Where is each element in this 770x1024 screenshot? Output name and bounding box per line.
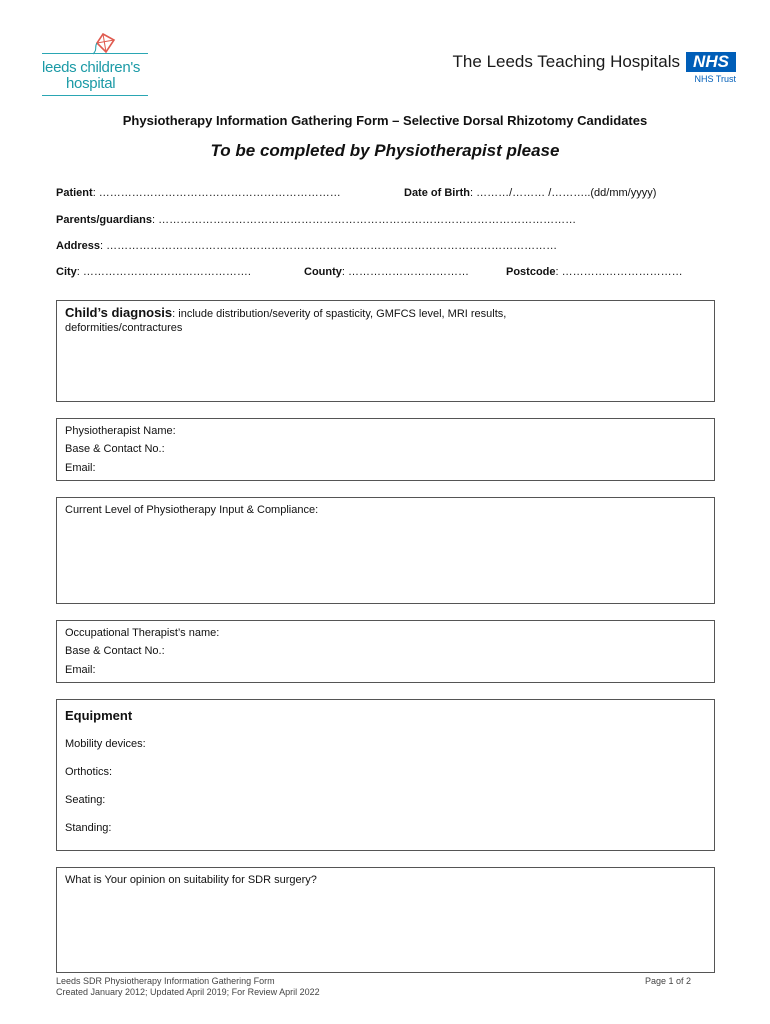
city-row[interactable]: [56, 266, 251, 278]
orthotics-label: Orthotics:: [65, 766, 113, 778]
physiotherapist-email-label: Email:: [65, 462, 96, 474]
equipment-box[interactable]: [56, 699, 715, 851]
county-label: County: [304, 266, 342, 278]
nhs-badge: NHS: [686, 52, 736, 72]
trust-subtitle: NHS Trust: [694, 74, 736, 84]
physiotherapy-input-label: Current Level of Physiotherapy Input & Compliance:: [65, 504, 319, 516]
physiotherapy-input-box[interactable]: [56, 497, 715, 604]
postcode-dots: : ……………………………: [555, 266, 683, 278]
ot-email-label: Email:: [65, 664, 96, 676]
address-row[interactable]: [56, 240, 557, 252]
physiotherapist-contact-box[interactable]: [56, 418, 715, 481]
form-subtitle: To be completed by Physiotherapist please: [210, 141, 560, 160]
patient-dots: : …………………………………………………………: [92, 187, 341, 199]
leeds-childrens-hospital-logo: [40, 33, 152, 99]
diagnosis-label: Child’s diagnosis: [65, 305, 173, 320]
parents-label: Parents/guardians: [56, 214, 152, 226]
address-label: Address: [56, 240, 101, 252]
occupational-therapist-contact-box[interactable]: [56, 620, 715, 683]
logo-divider-top: [42, 53, 148, 54]
logo-divider-bottom: [42, 95, 148, 96]
ot-base-label: Base & Contact No.:: [65, 645, 165, 657]
diagnosis-hint-1: : include distribution/severity of spasticity, GMFCS level, MRI results,: [172, 308, 507, 320]
postcode-label: Postcode: [506, 266, 556, 278]
parents-row[interactable]: [56, 214, 576, 226]
footer-line2: Created January 2012; Updated April 2019; For Review April 2022: [56, 987, 320, 997]
diagnosis-box[interactable]: [56, 300, 715, 402]
form-title: Physiotherapy Information Gathering Form – Selective Dorsal Rhizotomy Candidates: [122, 113, 648, 128]
postcode-row[interactable]: [506, 266, 683, 278]
kite-icon: [90, 33, 116, 55]
logo-text-line1: leeds children's: [42, 59, 141, 76]
nhs-trust-logo: [438, 50, 738, 90]
standing-label: Standing:: [65, 822, 112, 834]
footer-line1: Leeds SDR Physiotherapy Information Gathering Form: [56, 976, 275, 986]
patient-field[interactable]: [56, 187, 341, 199]
address-dots: : ……………………………………………………………………………………………………………: [100, 240, 558, 252]
diagnosis-line1: [65, 305, 506, 320]
county-dots: : ……………………………: [341, 266, 470, 278]
equipment-heading: Equipment: [65, 708, 133, 723]
opinion-label: What is Your opinion on suitability for SDR surgery?: [65, 874, 317, 886]
dob-label: Date of Birth: [404, 187, 470, 199]
seating-label: Seating:: [65, 794, 106, 806]
patient-label: Patient: [56, 187, 93, 199]
physiotherapist-name-label: Physiotherapist Name:: [65, 425, 176, 437]
page-number: Page 1 of 2: [645, 976, 692, 986]
opinion-box[interactable]: [56, 867, 715, 973]
patient-row: [56, 187, 341, 199]
logo-text-line2: hospital: [66, 75, 116, 92]
physiotherapist-base-label: Base & Contact No.:: [65, 443, 165, 455]
mobility-devices-label: Mobility devices:: [65, 738, 146, 750]
trust-name: The Leeds Teaching Hospitals: [452, 52, 680, 71]
parents-dots: : ……………………………………………………………………………………………………: [151, 214, 577, 226]
ot-name-label: Occupational Therapist’s name:: [65, 627, 220, 639]
city-dots: : ……………………………………….: [76, 266, 251, 278]
county-row[interactable]: [304, 266, 469, 278]
diagnosis-hint-2: deformities/contractures: [65, 322, 183, 334]
dob-row[interactable]: [404, 187, 656, 199]
dob-dots: : ………/……… /………..(dd/mm/yyyy): [470, 187, 657, 199]
city-label: City: [56, 266, 77, 278]
footer-info: [56, 976, 320, 998]
